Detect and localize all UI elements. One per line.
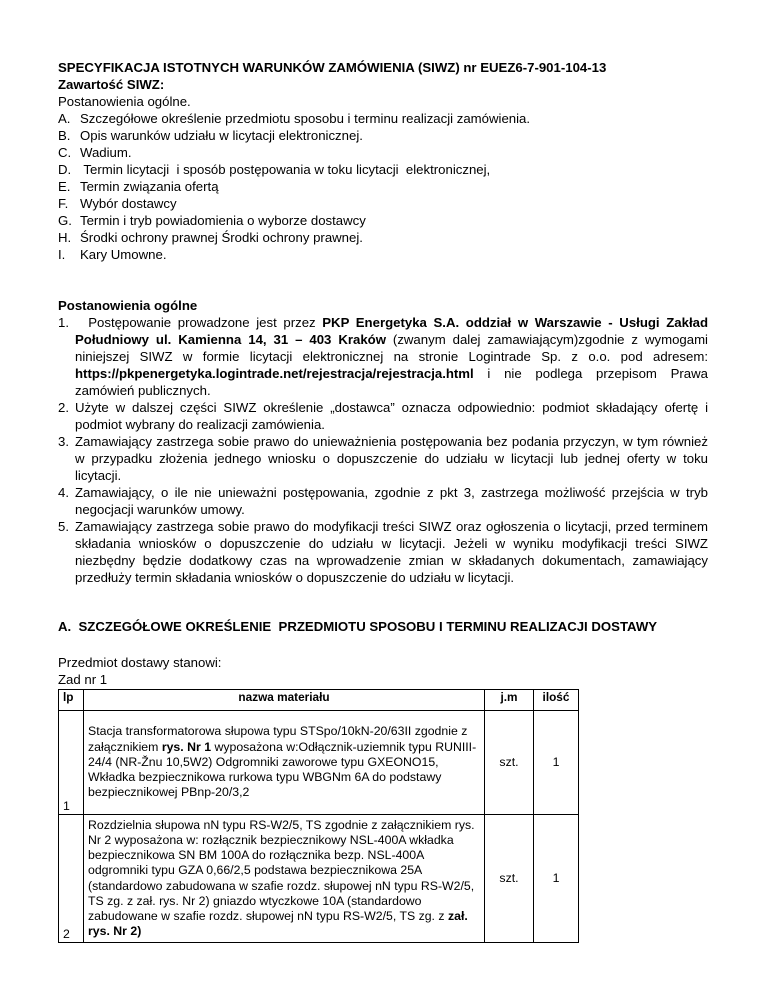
row-jm: szt. <box>485 815 534 943</box>
col-lp-header: lp <box>59 690 84 711</box>
table-header-row <box>59 690 579 711</box>
general-point-4: 4. Zamawiający, o ile nie unieważni postępowania, zgodnie z pkt 3, zastrzega możliwość przejścia w tryb negocjacji warunków umowy. <box>58 485 708 517</box>
general-provisions <box>58 297 708 586</box>
section-a-heading: A. SZCZEGÓŁOWE OKREŚLENIE PRZEDMIOTU SPOSOBU I TERMINU REALIZACJI DOSTAWY <box>58 619 658 634</box>
toc-item: I. Kary Umowne. <box>58 247 167 262</box>
row-jm: szt. <box>485 711 534 815</box>
subject-line: Przedmiot dostawy stanowi: <box>58 655 222 670</box>
toc-item: D. Termin licytacji i sposób postępowania w toku licytacji elektronicznej, <box>58 162 491 177</box>
toc-item: H. Środki ochrony prawnej Środki ochrony prawnej. <box>58 230 363 245</box>
intro-line: Postanowienia ogólne. <box>58 94 191 109</box>
document-title: SPECYFIKACJA ISTOTNYCH WARUNKÓW ZAMÓWIENIA (SIWZ) nr EUEZ6-7-901-104-13 <box>58 60 607 75</box>
header <box>58 59 708 263</box>
general-point-2: 2. Użyte w dalszej części SIWZ określenie „dostawca” oznacza odpowiednio: podmiot składający ofertę i podmiot wybrany do realizacji zamówienia. <box>58 400 708 432</box>
general-point-1: 1. Postępowanie prowadzone jest przez PKP Energetyka S.A. oddział w Warszawie - Usługi Zakład Południowy ul. Kamienna 14, 31 – 403 Kraków (zwanym dalej zamawiającym)zgodnie z wymogami niniejszej SIWZ w formie licytacji elektronicznej na stronie Logintrade Sp. z o.o. pod adresem: https://pkpenergetyka.logintrade.net/rejestracja/rejestracja.html i nie podlega przepisom Prawa zamówień publicznych. <box>58 315 708 398</box>
task-number: Zad nr 1 <box>58 672 108 687</box>
col-name-header: nazwa materiału <box>84 690 485 711</box>
general-point-5: 5. Zamawiający zastrzega sobie prawo do modyfikacji treści SIWZ oraz ogłoszenia o licytacji, przed terminem składania wniosków o dopuszczenie do udziału w licytacji. Jeżeli w wyniku modyfikacji treści SIWZ niezbędny będzie dodatkowy czas na wprowadzenie zmian w składanych dokumentach, zamawiający przedłuży termin składania wniosków o dopuszczenie do udziału w licytacji. <box>58 519 708 585</box>
subject-block <box>58 654 708 688</box>
general-heading: Postanowienia ogólne <box>58 298 198 313</box>
toc-item: G. Termin i tryb powiadomienia o wyborze dostawcy <box>58 213 366 228</box>
toc-item: A. Szczegółowe określenie przedmiotu sposobu i terminu realizacji zamówienia. <box>58 111 531 126</box>
general-point-3: 3. Zamawiający zastrzega sobie prawo do unieważnienia postępowania bez podania przyczyn, w tym również w przypadku złożenia jednego wniosku o dopuszczenie do udziału w licytacji lub jednej oferty w toku licytacji. <box>58 434 708 483</box>
toc-item: C. Wadium. <box>58 145 132 160</box>
row-name: Rozdzielnia słupowa nN typu RS-W2/5, TS zgodnie z załącznikiem rys. Nr 2 wyposażona w: rozłącznik bezpiecznikowy NSL-400A wkładka bezpiecznikowa SN BM 100A do rozłącznika bezp. NSL-400A odgromniki typu GZA 0,66/2,5 podstawa bezpiecznikowa 25A (standardowo zabudowana w szafie rozdz. słupowej nN typu RS-W2/5, TS zg. z zał. rys. Nr 2) gniazdo wtyczkowe 10A (standardowo zabudowane w szafie rozdz. słupowej nN typu RS-W2/5, TS zg. z zał. rys. Nr 2) <box>84 815 485 943</box>
row-qty: 1 <box>534 711 579 815</box>
toc-item: B. Opis warunków udziału w licytacji elektronicznej. <box>58 128 363 143</box>
registration-link[interactable]: https://pkpenergetyka.logintrade.net/rejestracja/rejestracja.html <box>75 366 474 381</box>
section-a-heading-block <box>58 618 708 635</box>
materials-table <box>58 689 579 943</box>
contents-heading: Zawartość SIWZ: <box>58 77 165 92</box>
row-lp: 2 <box>59 815 84 943</box>
toc-item: E. Termin związania ofertą <box>58 179 219 194</box>
col-qty-header: ilość <box>534 690 579 711</box>
table-row <box>59 711 579 815</box>
table-row <box>59 815 579 943</box>
col-jm-header: j.m <box>485 690 534 711</box>
row-lp: 1 <box>59 711 84 815</box>
row-qty: 1 <box>534 815 579 943</box>
toc-item: F. Wybór dostawcy <box>58 196 177 211</box>
row-name: Stacja transformatorowa słupowa typu STSpo/10kN-20/63II zgodnie z załącznikiem rys. Nr 1 wyposażona w:Odłącznik-uziemnik typu RUNIII-24/4 (NR-Žnu 10,5W2) Odgromniki zaworowe typu GXEONO15, Wkładka bezpiecznikowa rurkowa typu WBGNm 6A do podstawy bezpiecznikowej PBnp-20/3,2 <box>84 711 485 815</box>
toc-list <box>58 110 708 263</box>
